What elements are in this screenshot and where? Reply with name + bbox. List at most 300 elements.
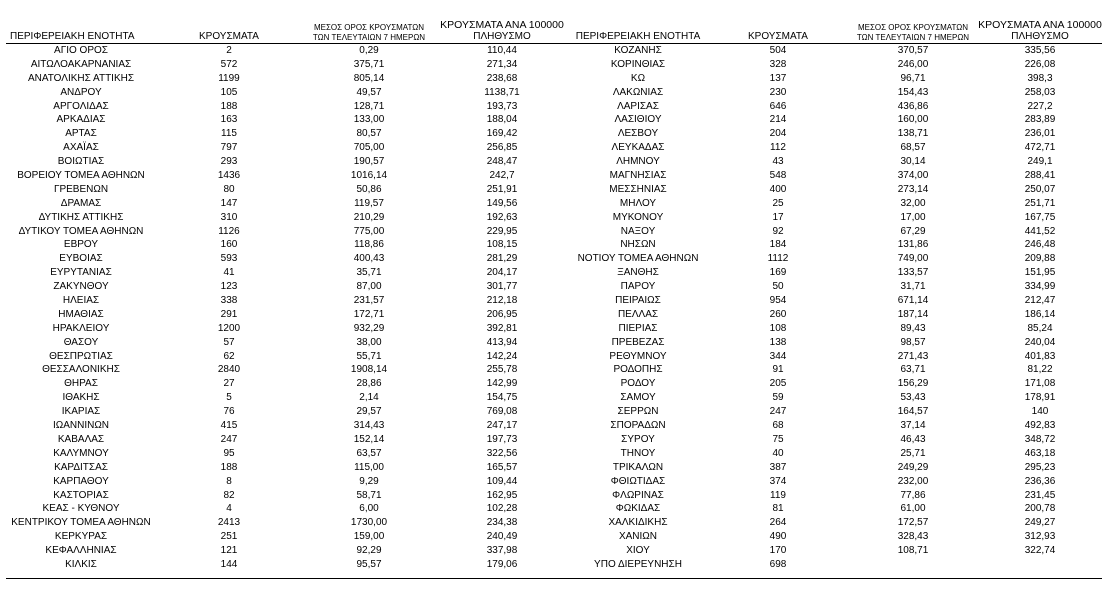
cell-region: ΑΧΑΪΑΣ xyxy=(63,142,99,154)
header-per100k-line1: ΚΡΟΥΣΜΑΤΑ ΑΝΑ 100000 xyxy=(440,19,564,31)
cell-region: ΜΕΣΣΗΝΙΑΣ xyxy=(609,183,667,195)
cell-per-100k: 197,73 xyxy=(486,433,518,445)
table-row xyxy=(6,530,568,544)
table-row xyxy=(6,461,568,475)
cell-avg-7days: 749,00 xyxy=(897,253,929,265)
cell-cases: 2 xyxy=(226,45,232,56)
table-row xyxy=(568,238,1102,252)
table-row xyxy=(568,266,1102,280)
cell-cases: 247 xyxy=(769,406,787,418)
table-row xyxy=(568,405,1102,419)
regional-cases-table xyxy=(6,15,1102,572)
table-row xyxy=(6,558,568,572)
header-avg-line1: ΜΕΣΟΣ ΟΡΟΣ ΚΡΟΥΣΜΑΤΩΝ xyxy=(857,23,969,32)
table-row xyxy=(568,502,1102,516)
cell-cases: 698 xyxy=(769,558,787,570)
cell-per-100k: 206,95 xyxy=(486,308,518,320)
cell-per-100k: 188,04 xyxy=(486,114,518,126)
cell-cases: 548 xyxy=(769,170,787,182)
cell-region: ΣΑΜΟΥ xyxy=(620,392,656,404)
cell-per-100k: 492,83 xyxy=(1024,420,1056,432)
table-row xyxy=(6,141,568,155)
cell-region: ΠΡΕΒΕΖΑΣ xyxy=(611,336,665,348)
table-row xyxy=(6,155,568,169)
cell-cases: 572 xyxy=(220,58,238,70)
cell-per-100k: 392,81 xyxy=(486,322,518,334)
cell-region: ΗΛΕΙΑΣ xyxy=(62,295,100,307)
cell-avg-7days: 249,29 xyxy=(897,461,929,473)
table-row xyxy=(6,211,568,225)
table-row xyxy=(568,391,1102,405)
cell-cases: 1199 xyxy=(218,72,240,84)
table-row xyxy=(6,280,568,294)
cell-per-100k: 81,22 xyxy=(1027,364,1053,376)
cell-per-100k: 248,47 xyxy=(486,156,518,168)
cell-cases: 160 xyxy=(220,239,238,251)
cell-avg-7days: 133,57 xyxy=(897,267,929,279)
cell-region: ΥΠΟ ΔΙΕΡΕΥΝΗΣΗ xyxy=(594,558,682,570)
header-region: ΠΕΡΙΦΕΡΕΙΑΚΗ ΕΝΟΤΗΤΑ xyxy=(10,31,135,42)
cell-cases: 80 xyxy=(223,183,235,195)
cell-per-100k: 472,71 xyxy=(1024,142,1056,154)
table-body-right xyxy=(568,44,1102,572)
cell-region: ΚΟΡΙΝΘΙΑΣ xyxy=(610,58,666,70)
cell-cases: 8 xyxy=(226,475,232,487)
cell-per-100k: 1138,71 xyxy=(484,86,520,98)
cell-avg-7days: 128,71 xyxy=(353,100,385,112)
table-row xyxy=(6,447,568,461)
cell-per-100k: 334,99 xyxy=(1024,281,1056,293)
table-row xyxy=(568,225,1102,239)
cell-cases: 17 xyxy=(772,211,784,223)
cell-region: ΛΕΣΒΟΥ xyxy=(617,128,659,140)
cell-per-100k: 256,85 xyxy=(486,142,518,154)
cell-cases: 291 xyxy=(220,308,238,320)
cell-avg-7days: 50,86 xyxy=(356,183,382,195)
header-avg-line1: ΜΕΣΟΣ ΟΡΟΣ ΚΡΟΥΣΜΑΤΩΝ xyxy=(313,23,425,32)
table-row xyxy=(568,419,1102,433)
cell-region: ΘΗΡΑΣ xyxy=(64,378,98,390)
cell-per-100k: 234,38 xyxy=(486,517,518,529)
cell-per-100k: 154,75 xyxy=(486,392,518,404)
cell-avg-7days: 2,14 xyxy=(359,392,379,404)
cell-avg-7days: 775,00 xyxy=(353,225,385,237)
cell-per-100k: 288,41 xyxy=(1024,170,1056,182)
table-row xyxy=(568,100,1102,114)
table-row xyxy=(6,308,568,322)
cell-avg-7days: 115,00 xyxy=(354,461,384,473)
table-row xyxy=(6,516,568,530)
cell-per-100k: 236,01 xyxy=(1024,128,1056,140)
cell-region: ΚΑΒΑΛΑΣ xyxy=(57,433,105,445)
cell-cases: 204 xyxy=(769,128,787,140)
cell-cases: 76 xyxy=(223,406,235,418)
cell-cases: 205 xyxy=(769,378,787,390)
table-row xyxy=(568,169,1102,183)
cell-avg-7days xyxy=(848,558,978,572)
cell-avg-7days: 0,29 xyxy=(359,45,379,56)
cell-region: ΔΥΤΙΚΟΥ ΤΟΜΕΑ ΑΘΗΝΩΝ xyxy=(18,225,144,237)
cell-avg-7days: 61,00 xyxy=(900,503,926,515)
cell-region: ΖΑΚΥΝΘΟΥ xyxy=(53,281,109,293)
cell-cases: 25 xyxy=(772,197,784,209)
cell-cases: 68 xyxy=(772,420,784,432)
table-header-right xyxy=(568,15,1102,44)
cell-per-100k: 250,07 xyxy=(1024,183,1056,195)
cell-region: ΘΑΣΟΥ xyxy=(63,336,99,348)
cell-avg-7days: 131,86 xyxy=(897,239,929,251)
table-row xyxy=(568,363,1102,377)
table-row xyxy=(568,211,1102,225)
cell-per-100k: 204,17 xyxy=(486,267,518,279)
cell-avg-7days: 172,57 xyxy=(897,517,929,529)
cell-cases: 387 xyxy=(769,461,787,473)
cell-per-100k: 178,91 xyxy=(1024,392,1056,404)
header-per100k xyxy=(978,19,1102,43)
cell-cases: 40 xyxy=(772,447,784,459)
cell-cases: 1112 xyxy=(767,253,789,265)
table-row xyxy=(568,461,1102,475)
header-avg-line2: ΤΩΝ ΤΕΛΕΥΤΑΙΩΝ 7 ΗΜΕΡΩΝ xyxy=(856,33,970,42)
cell-per-100k: 193,73 xyxy=(486,100,518,112)
cell-avg-7days: 63,57 xyxy=(356,447,382,459)
cell-per-100k: 255,78 xyxy=(486,364,518,376)
cell-per-100k: 165,57 xyxy=(486,461,518,473)
cell-avg-7days: 271,43 xyxy=(897,350,929,362)
cell-avg-7days: 37,14 xyxy=(900,420,926,432)
table-row xyxy=(6,489,568,503)
cell-region: ΛΑΡΙΣΑΣ xyxy=(617,100,659,112)
cell-avg-7days: 58,71 xyxy=(356,489,382,501)
header-per100k xyxy=(436,19,568,43)
table-row xyxy=(568,489,1102,503)
cell-per-100k: 192,63 xyxy=(486,211,518,223)
cell-per-100k: 171,08 xyxy=(1024,378,1056,390)
cell-region: ΞΑΝΘΗΣ xyxy=(617,267,659,279)
cell-avg-7days: 133,00 xyxy=(353,114,385,126)
cell-cases: 169 xyxy=(769,267,787,279)
cell-per-100k: 108,15 xyxy=(486,239,518,251)
cell-avg-7days: 671,14 xyxy=(897,295,929,307)
cell-per-100k: 463,18 xyxy=(1024,447,1056,459)
cell-cases: 310 xyxy=(220,211,238,223)
table-row xyxy=(6,377,568,391)
cell-per-100k: 312,93 xyxy=(1024,531,1056,543)
table-row xyxy=(6,391,568,405)
table-row xyxy=(568,86,1102,100)
cell-cases: 247 xyxy=(220,433,238,445)
table-row xyxy=(6,238,568,252)
cell-avg-7days: 6,00 xyxy=(359,503,379,515)
table-row xyxy=(6,433,568,447)
cell-avg-7days: 63,71 xyxy=(900,364,926,376)
cell-per-100k: 149,56 xyxy=(486,197,518,209)
table-row xyxy=(6,419,568,433)
header-cases: ΚΡΟΥΣΜΑΤΑ xyxy=(199,31,259,42)
cell-cases: 338 xyxy=(220,295,238,307)
cell-per-100k: 151,95 xyxy=(1024,267,1056,279)
cell-per-100k: 246,48 xyxy=(1024,239,1056,251)
cell-per-100k: 301,77 xyxy=(486,281,518,293)
cell-per-100k: 251,91 xyxy=(486,183,518,195)
cell-avg-7days: 98,57 xyxy=(900,336,926,348)
cell-cases: 62 xyxy=(223,350,235,362)
cell-avg-7days: 17,00 xyxy=(900,211,926,223)
cell-cases: 344 xyxy=(769,350,787,362)
cell-avg-7days: 1908,14 xyxy=(350,364,388,376)
cell-avg-7days: 118,86 xyxy=(354,239,384,251)
cell-per-100k: 249,27 xyxy=(1024,517,1056,529)
cell-per-100k: 85,24 xyxy=(1027,322,1053,334)
cell-avg-7days: 156,29 xyxy=(897,378,929,390)
cell-region: ΚΩ xyxy=(630,72,646,84)
table-row xyxy=(568,127,1102,141)
cell-per-100k: 142,24 xyxy=(486,350,518,362)
cell-cases: 251 xyxy=(220,531,238,543)
table-row xyxy=(568,350,1102,364)
cell-per-100k: 398,3 xyxy=(1027,72,1053,84)
header-avg-line2: ΤΩΝ ΤΕΛΕΥΤΑΙΩΝ 7 ΗΜΕΡΩΝ xyxy=(312,33,426,42)
header-avg xyxy=(848,23,978,43)
table-row xyxy=(568,447,1102,461)
cell-region: ΚΑΛΥΜΝΟΥ xyxy=(53,447,109,459)
cell-avg-7days: 138,71 xyxy=(897,128,929,140)
table-row xyxy=(6,58,568,72)
cell-region: ΝΟΤΙΟΥ ΤΟΜΕΑ ΑΘΗΝΩΝ xyxy=(577,253,699,265)
cell-region: ΑΙΤΩΛΟΑΚΑΡΝΑΝΙΑΣ xyxy=(30,58,132,70)
cell-region: ΕΥΒΟΙΑΣ xyxy=(59,253,103,265)
cell-region: ΗΜΑΘΙΑΣ xyxy=(58,308,104,320)
cell-per-100k: 109,44 xyxy=(486,475,518,487)
cell-cases: 121 xyxy=(220,545,238,557)
cell-region: ΑΡΤΑΣ xyxy=(65,128,97,140)
cell-region: ΣΥΡΟΥ xyxy=(621,433,655,445)
cell-avg-7days: 232,00 xyxy=(897,475,929,487)
cell-region: ΜΗΛΟΥ xyxy=(619,197,657,209)
cell-region: ΑΓΙΟ ΟΡΟΣ xyxy=(54,45,108,56)
table-row xyxy=(568,44,1102,58)
table-row xyxy=(568,113,1102,127)
cell-per-100k: 251,71 xyxy=(1024,197,1056,209)
cell-per-100k: 240,49 xyxy=(486,531,518,543)
cell-region: ΘΕΣΣΑΛΟΝΙΚΗΣ xyxy=(42,364,120,376)
table-row xyxy=(6,336,568,350)
cell-region: ΗΡΑΚΛΕΙΟΥ xyxy=(52,322,110,334)
cell-avg-7days: 35,71 xyxy=(356,267,382,279)
cell-avg-7days: 273,14 xyxy=(897,183,929,195)
cell-region: ΧΑΛΚΙΔΙΚΗΣ xyxy=(608,517,668,529)
cell-avg-7days: 95,57 xyxy=(356,558,382,570)
cell-region: ΚΙΛΚΙΣ xyxy=(65,558,97,570)
cell-cases: 41 xyxy=(223,267,235,279)
cell-avg-7days: 68,57 xyxy=(900,142,926,154)
table-row xyxy=(6,475,568,489)
cell-cases: 188 xyxy=(220,461,238,473)
cell-per-100k: 212,18 xyxy=(486,295,518,307)
cell-cases: 112 xyxy=(770,142,786,154)
cell-cases: 92 xyxy=(772,225,784,237)
table-row xyxy=(6,502,568,516)
cell-region: ΝΑΞΟΥ xyxy=(620,225,656,237)
cell-cases: 230 xyxy=(769,86,787,98)
cell-region: ΝΗΣΩΝ xyxy=(620,239,656,251)
cell-region: ΚΕΦΑΛΛΗΝΙΑΣ xyxy=(45,545,117,557)
cell-cases: 91 xyxy=(772,364,784,376)
cell-avg-7days: 1730,00 xyxy=(350,517,388,529)
cell-per-100k: 240,04 xyxy=(1024,336,1056,348)
table-header-left xyxy=(6,15,568,44)
table-row xyxy=(568,280,1102,294)
table-row xyxy=(568,544,1102,558)
cell-region: ΚΑΡΠΑΘΟΥ xyxy=(53,475,109,487)
cell-avg-7days: 705,00 xyxy=(353,142,385,154)
cell-region: ΙΘΑΚΗΣ xyxy=(62,392,100,404)
cell-avg-7days: 152,14 xyxy=(353,433,385,445)
cell-avg-7days: 210,29 xyxy=(353,211,385,223)
cell-per-100k: 322,74 xyxy=(1024,545,1056,557)
cell-avg-7days: 375,71 xyxy=(353,58,385,70)
table-row xyxy=(568,308,1102,322)
cell-avg-7days: 9,29 xyxy=(359,475,379,487)
cell-per-100k: 441,52 xyxy=(1024,225,1056,237)
cell-region: ΜΥΚΟΝΟΥ xyxy=(612,211,664,223)
cell-per-100k: 200,78 xyxy=(1024,503,1056,515)
cell-avg-7days: 30,14 xyxy=(900,156,926,168)
cell-cases: 797 xyxy=(220,142,238,154)
cell-cases: 163 xyxy=(220,114,238,126)
cell-avg-7days: 314,43 xyxy=(353,420,385,432)
cell-per-100k: 167,75 xyxy=(1024,211,1056,223)
cell-region: ΕΥΡΥΤΑΝΙΑΣ xyxy=(50,267,112,279)
cell-per-100k: 140 xyxy=(1031,406,1049,418)
cell-region: ΤΡΙΚΑΛΩΝ xyxy=(612,461,664,473)
cell-region: ΔΥΤΙΚΗΣ ΑΤΤΙΚΗΣ xyxy=(38,211,124,223)
cell-region: ΘΕΣΠΡΩΤΙΑΣ xyxy=(49,350,113,362)
cell-region: ΦΘΙΩΤΙΔΑΣ xyxy=(610,475,666,487)
cell-cases: 1126 xyxy=(218,225,240,237)
table-row xyxy=(568,72,1102,86)
cell-per-100k: 401,83 xyxy=(1024,350,1056,362)
table-row xyxy=(6,86,568,100)
cell-per-100k: 162,95 xyxy=(486,489,518,501)
cell-per-100k: 337,98 xyxy=(486,545,518,557)
cell-region: ΕΒΡΟΥ xyxy=(63,239,99,251)
cell-region: ΡΕΘΥΜΝΟΥ xyxy=(609,350,667,362)
cell-cases: 593 xyxy=(220,253,238,265)
cell-cases: 75 xyxy=(772,433,784,445)
cell-per-100k: 142,99 xyxy=(486,378,518,390)
header-region: ΠΕΡΙΦΕΡΕΙΑΚΗ ΕΝΟΤΗΤΑ xyxy=(575,31,701,42)
cell-cases: 490 xyxy=(769,531,787,543)
table-row xyxy=(568,336,1102,350)
cell-avg-7days: 28,86 xyxy=(356,378,382,390)
cell-avg-7days: 53,43 xyxy=(900,392,926,404)
table-bottom-rule xyxy=(6,578,1102,579)
cell-avg-7days: 55,71 xyxy=(356,350,382,362)
cell-cases: 115 xyxy=(221,128,237,140)
cell-avg-7days: 67,29 xyxy=(900,225,926,237)
cell-avg-7days: 172,71 xyxy=(353,308,385,320)
header-per100k-line2: ΠΛΗΘΥΣΜΟ xyxy=(1011,31,1069,42)
cell-avg-7days: 119,57 xyxy=(354,197,384,209)
cell-cases: 4 xyxy=(226,503,232,515)
table-row xyxy=(6,544,568,558)
cell-region: ΦΛΩΡΙΝΑΣ xyxy=(612,489,664,501)
table-row xyxy=(568,558,1102,572)
cell-region: ΦΩΚΙΔΑΣ xyxy=(615,503,661,515)
cell-avg-7days: 328,43 xyxy=(897,531,929,543)
cell-cases: 119 xyxy=(770,489,786,501)
cell-avg-7days: 89,43 xyxy=(900,322,926,334)
header-cases: ΚΡΟΥΣΜΑΤΑ xyxy=(748,31,808,42)
cell-cases: 95 xyxy=(223,447,235,459)
cell-region: ΚΕΡΚΥΡΑΣ xyxy=(54,531,108,543)
cell-per-100k: 413,94 xyxy=(486,336,518,348)
cell-region: ΛΑΣΙΘΙΟΥ xyxy=(614,114,662,126)
cell-cases: 27 xyxy=(223,378,235,390)
cell-cases: 504 xyxy=(769,45,787,56)
cell-cases: 415 xyxy=(220,420,238,432)
cell-per-100k: 179,06 xyxy=(486,558,518,570)
cell-region: ΣΕΡΡΩΝ xyxy=(617,406,659,418)
cell-avg-7days: 92,29 xyxy=(356,545,382,557)
cell-per-100k: 295,23 xyxy=(1024,461,1056,473)
cell-region: ΚΑΡΔΙΤΣΑΣ xyxy=(54,461,108,473)
cell-region: ΧΙΟΥ xyxy=(626,545,650,557)
cell-region: ΑΝΑΤΟΛΙΚΗΣ ΑΤΤΙΚΗΣ xyxy=(27,72,135,84)
table-row xyxy=(6,225,568,239)
cell-avg-7days: 80,57 xyxy=(356,128,382,140)
table-row xyxy=(6,100,568,114)
cell-region: ΛΗΜΝΟΥ xyxy=(616,156,660,168)
cell-cases: 2840 xyxy=(217,364,241,376)
cell-region: ΠΑΡΟΥ xyxy=(620,281,656,293)
cell-cases: 954 xyxy=(769,295,787,307)
cell-avg-7days: 160,00 xyxy=(897,114,929,126)
cell-avg-7days: 77,86 xyxy=(900,489,926,501)
cell-avg-7days: 436,86 xyxy=(897,100,929,112)
cell-avg-7days: 187,14 xyxy=(897,308,929,320)
cell-avg-7days: 29,57 xyxy=(356,406,382,418)
cell-region: ΑΡΓΟΛΙΔΑΣ xyxy=(53,100,109,112)
cell-avg-7days: 374,00 xyxy=(897,170,929,182)
cell-per-100k: 226,08 xyxy=(1024,58,1056,70)
cell-per-100k: 348,72 xyxy=(1024,433,1056,445)
cell-avg-7days: 108,71 xyxy=(897,545,929,557)
table-row xyxy=(6,197,568,211)
cell-region: ΑΝΔΡΟΥ xyxy=(60,86,102,98)
cell-avg-7days: 400,43 xyxy=(353,253,385,265)
cell-cases: 1200 xyxy=(217,322,241,334)
table-row xyxy=(568,294,1102,308)
cell-per-100k: 110,44 xyxy=(487,45,517,56)
cell-per-100k: 283,89 xyxy=(1024,114,1056,126)
cell-avg-7days: 25,71 xyxy=(900,447,926,459)
cell-per-100k: 186,14 xyxy=(1024,308,1056,320)
table-row xyxy=(6,169,568,183)
table-row xyxy=(6,350,568,364)
table-row xyxy=(568,433,1102,447)
cell-cases: 123 xyxy=(220,281,238,293)
cell-cases: 328 xyxy=(769,58,787,70)
table-right-half xyxy=(568,15,1102,572)
table-row xyxy=(6,72,568,86)
cell-region: ΡΟΔΟΥ xyxy=(620,378,656,390)
cell-region: ΙΩΑΝΝΙΝΩΝ xyxy=(52,420,110,432)
cell-avg-7days: 46,43 xyxy=(900,433,926,445)
cell-per-100k: 247,17 xyxy=(486,420,518,432)
cell-region: ΑΡΚΑΔΙΑΣ xyxy=(56,114,106,126)
